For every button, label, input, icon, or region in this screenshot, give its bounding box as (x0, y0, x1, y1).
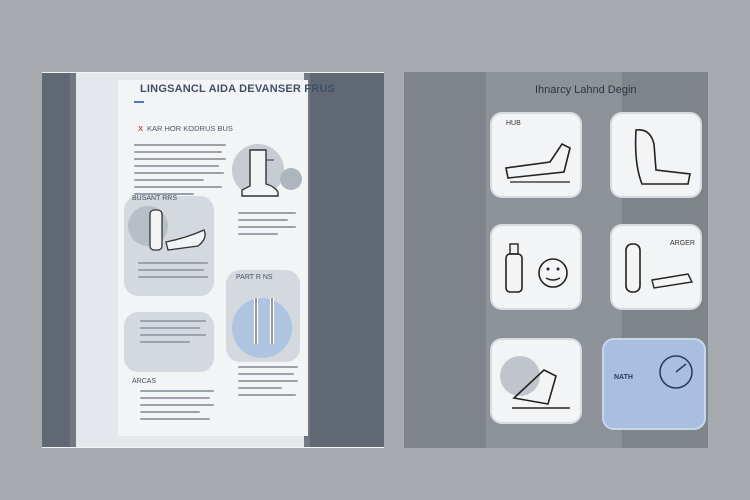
tile-label: HUB (506, 120, 521, 127)
subtitle-mark: X (138, 124, 144, 133)
tile-label: ARGER (670, 240, 695, 247)
bottle-icon (502, 240, 526, 296)
card-2-text (238, 366, 300, 401)
face-icon (536, 256, 570, 290)
tile-label: NATH (614, 374, 633, 381)
insole-icon (622, 240, 698, 300)
tile-foot[interactable] (610, 112, 702, 198)
card-1-text (138, 262, 208, 283)
card-3-label: ARCAS (132, 378, 157, 385)
ankle-icon (504, 352, 576, 416)
tile-bottle[interactable] (490, 224, 582, 310)
brace-icon (146, 208, 210, 256)
card-3-text (140, 320, 208, 348)
subtitle-text: KAR HOR KODRUS BUS (147, 124, 233, 133)
title-accent-bar (134, 101, 144, 103)
gauge-icon (656, 352, 696, 392)
tile-sneaker[interactable] (490, 112, 582, 198)
document-subtitle (138, 124, 233, 133)
boot-text (238, 212, 298, 240)
leg-icon (244, 296, 284, 348)
card-1-label: BUSANT RRS (132, 195, 177, 202)
tile-insole[interactable] (610, 224, 702, 310)
illustration-bubble-small (280, 168, 302, 190)
tile-ankle[interactable] (490, 338, 582, 424)
document-title: LINGSANCL AIDA DEVANSER FRUS (140, 83, 336, 95)
sneaker-icon (500, 132, 576, 188)
boot-icon (236, 146, 282, 202)
left-edge-bar-inner (70, 73, 76, 447)
right-edge-bar (310, 73, 384, 447)
intro-text (134, 144, 226, 200)
right-panel-title: Ihnarcy Lahnd Degin (535, 84, 637, 96)
card-2-label: PART R NS (236, 274, 273, 281)
card-4-text (140, 390, 216, 425)
left-edge-bar (42, 73, 70, 447)
foot-icon (626, 124, 696, 188)
tile-gauge[interactable] (602, 338, 706, 430)
